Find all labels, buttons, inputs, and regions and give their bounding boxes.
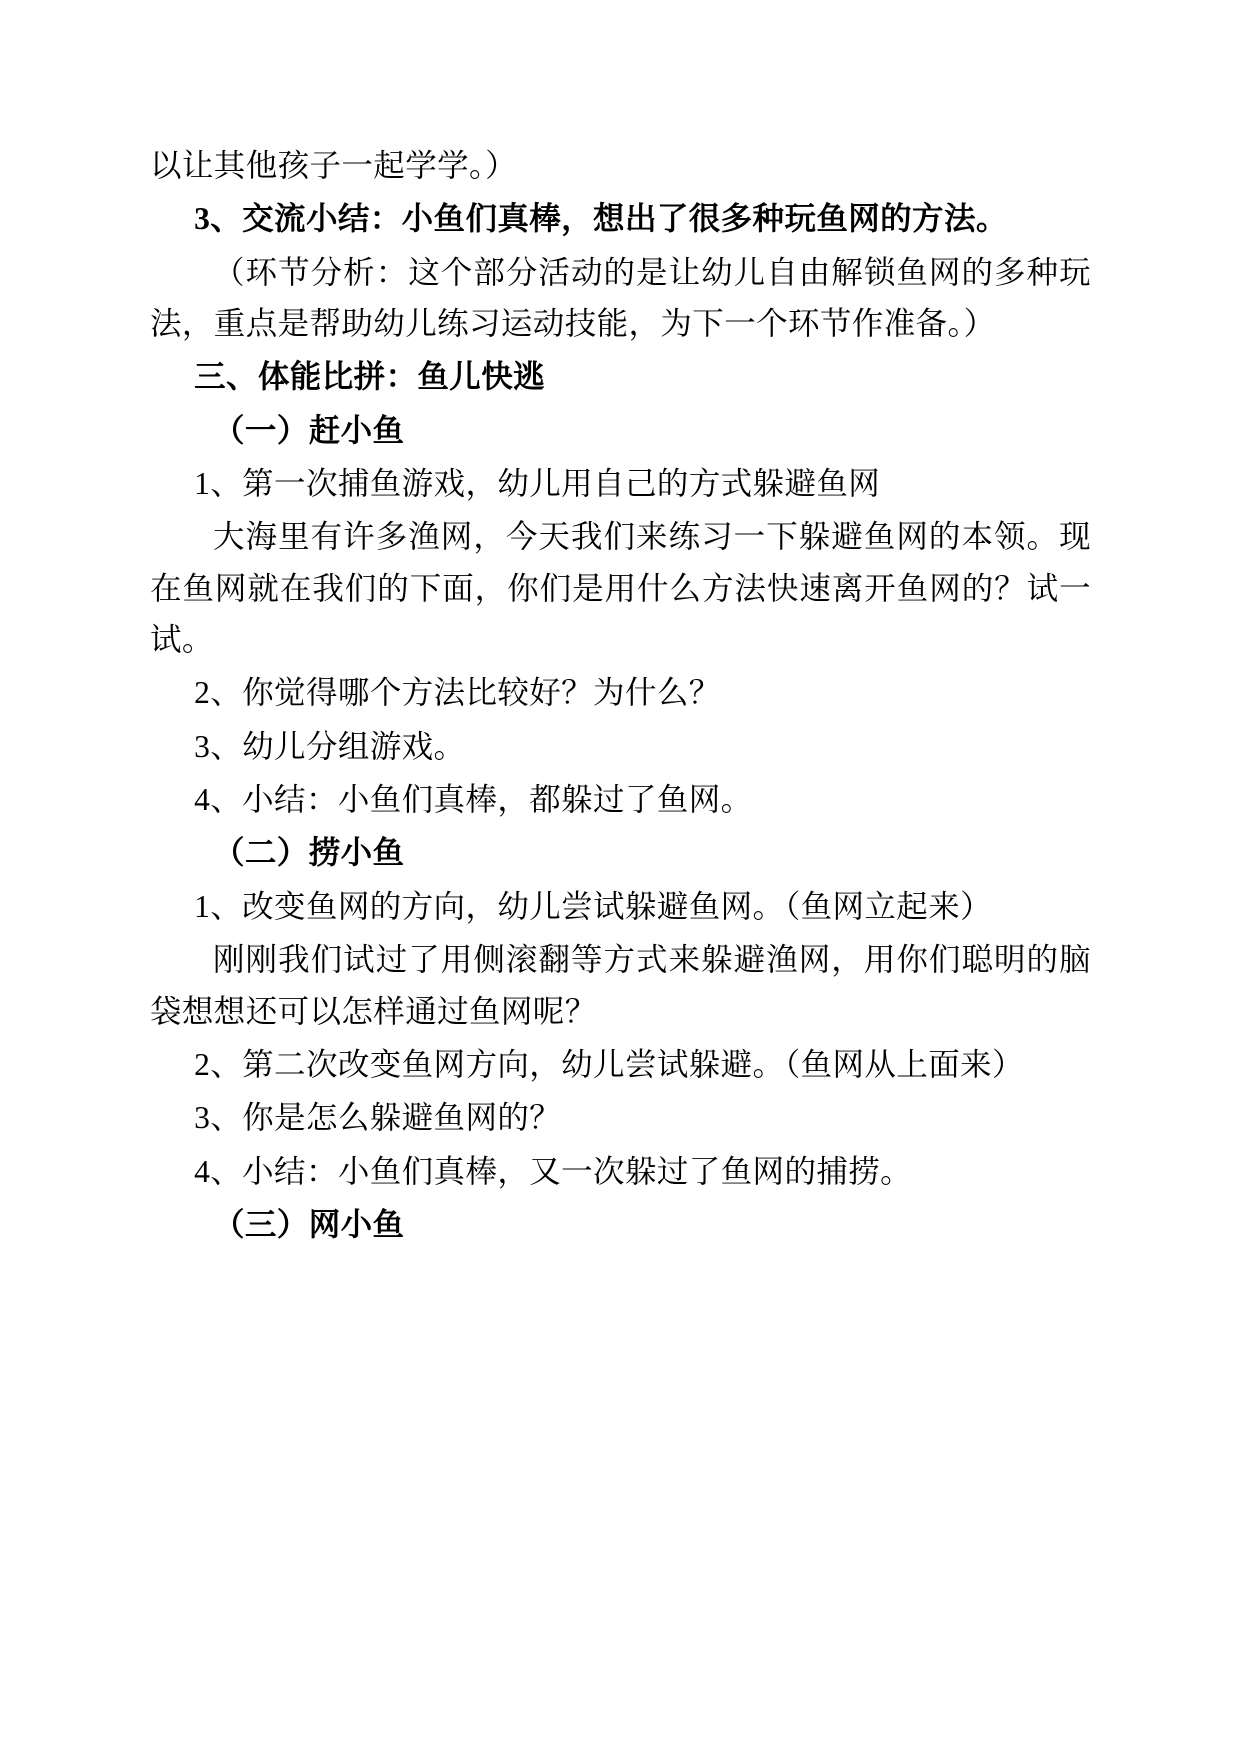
paragraph: 大海里有许多渔网，今天我们来练习一下躲避鱼网的本领。现在鱼网就在我们的下面，你们是用什么方法快速离开鱼网的？试一试。 [150, 519, 1091, 658]
paragraph: 刚刚我们试过了用侧滚翻等方式来躲避渔网，用你们聪明的脑袋想想还可以怎样通过鱼网呢？ [150, 942, 1091, 1029]
paragraph: 4、小结：小鱼们真棒，都躲过了鱼网。 [194, 782, 753, 818]
paragraph: 1、第一次捕鱼游戏，幼儿用自己的方式躲避鱼网 [194, 466, 881, 502]
paragraph: 4、小结：小鱼们真棒，又一次躲过了鱼网的捕捞。 [194, 1153, 913, 1189]
document-body [150, 140, 1091, 1250]
paragraph: 3、幼儿分组游戏。 [194, 728, 466, 764]
paragraph: 三、体能比拼：鱼儿快逃 [194, 359, 545, 395]
paragraph: 2、第二次改变鱼网方向，幼儿尝试躲避。（鱼网从上面来） [194, 1046, 1024, 1082]
paragraph: （二）捞小鱼 [213, 835, 405, 871]
paragraph: 3、交流小结：小鱼们真棒，想出了很多种玩鱼网的方法。 [194, 201, 1008, 237]
paragraph: 以让其他孩子一起学学。） [150, 148, 518, 183]
paragraph: 3、你是怎么躲避鱼网的？ [194, 1100, 562, 1136]
paragraph: （环节分析：这个部分活动的是让幼儿自由解锁鱼网的多种玩法，重点是帮助幼儿练习运动技能，为下一个环节作准备。） [150, 254, 1091, 342]
paragraph: 2、你觉得哪个方法比较好？为什么？ [194, 675, 721, 711]
paragraph: （三）网小鱼 [213, 1206, 405, 1242]
paragraph: （一）赶小鱼 [213, 412, 405, 448]
paragraph: 1、改变鱼网的方向，幼儿尝试躲避鱼网。（鱼网立起来） [194, 888, 992, 924]
